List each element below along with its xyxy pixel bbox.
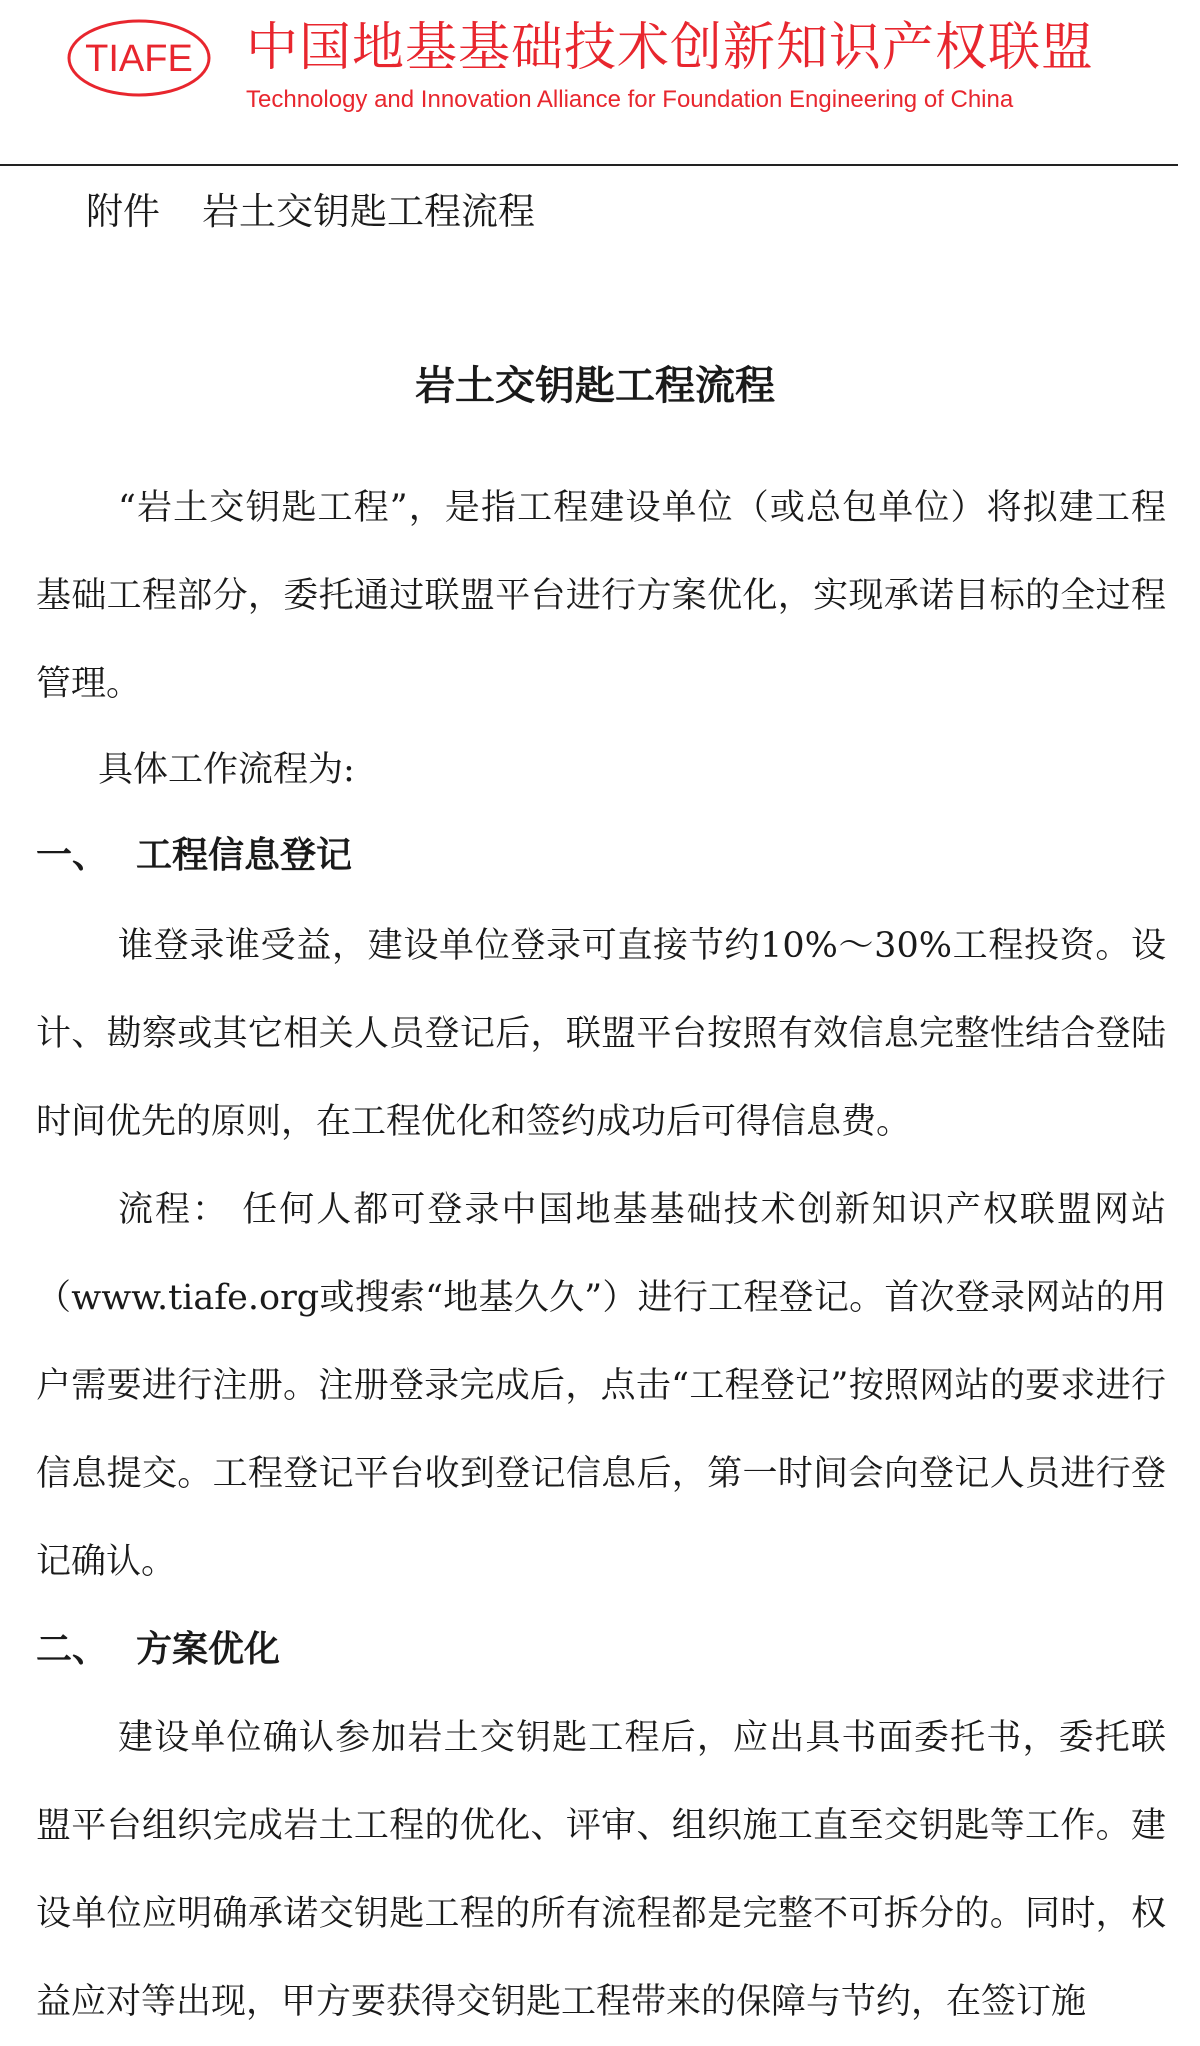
letterhead <box>0 0 1200 170</box>
header-divider <box>0 164 1178 166</box>
org-name-cn: 中国地基基础技术创新知识产权联盟 <box>246 18 1095 78</box>
section-heading-2 <box>36 1620 280 1680</box>
section-1-paragraph-2: 流程： 任何人都可登录中国地基基础技术创新知识产权联盟网站（www.tiafe.org或搜索“地基久久”）进行工程登记。首次登录网站的用户需要进行注册。注册登录完成后，点击“工程登记”按照网站的要求进行信息提交。工程登记平台收到登记信息后，第一时间会向登记人员进行登记确认。 <box>36 1190 1166 1582</box>
section-2-paragraph-1: 建设单位确认参加岩土交钥匙工程后，应出具书面委托书，委托联盟平台组织完成岩土工程的优化、评审、组织施工直至交钥匙等工作。建设单位应明确承诺交钥匙工程的所有流程都是完整不可拆分的。同时，权益应对等出现，甲方要获得交钥匙工程带来的保障与节约，在签订施 <box>36 1718 1166 2022</box>
attachment-label: 附件 <box>86 190 160 233</box>
logo-text: TIAFE <box>85 38 193 80</box>
attachment-title: 岩土交钥匙工程流程 <box>202 190 535 233</box>
section-1-paragraph-1: 谁登录谁受益，建设单位登录可直接节约10%～30%工程投资。设计、勘察或其它相关人员登记后，联盟平台按照有效信息完整性结合登陆时间优先的原则，在工程优化和签约成功后可得信息费。 <box>36 926 1166 1142</box>
intro-paragraph: “岩土交钥匙工程”，是指工程建设单位（或总包单位）将拟建工程基础工程部分，委托通过联盟平台进行方案优化，实现承诺目标的全过程管理。 <box>36 488 1166 704</box>
attachment-line <box>86 184 535 240</box>
intro-lead: 具体工作流程为: <box>98 750 355 790</box>
section-number: 一、 <box>36 835 109 876</box>
section-title: 工程信息登记 <box>136 835 353 876</box>
tiafe-logo <box>64 16 214 100</box>
document-title: 岩土交钥匙工程流程 <box>415 363 775 409</box>
section-heading-1 <box>36 826 352 886</box>
section-number: 二、 <box>36 1629 109 1670</box>
org-name-en: Technology and Innovation Alliance for Foundation Engineering of China <box>246 86 1014 113</box>
tiafe-logo-icon <box>64 16 214 100</box>
section-title: 方案优化 <box>136 1629 281 1670</box>
